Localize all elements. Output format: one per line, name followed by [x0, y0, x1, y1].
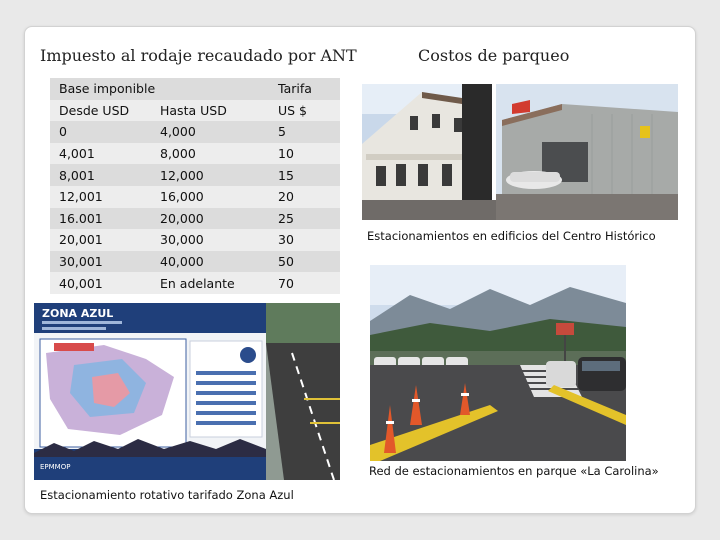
zona-azul-caption: Estacionamiento rotativo tarifado Zona Azul — [40, 488, 294, 502]
cell-desde: 8,001 — [50, 164, 151, 186]
subheader-tarifa: US $ — [269, 100, 340, 122]
header-base: Base imponible — [50, 78, 269, 100]
cell-tarifa: 25 — [269, 208, 340, 230]
cell-hasta: 12,000 — [151, 164, 269, 186]
cell-desde: 40,001 — [50, 272, 151, 294]
cell-hasta: 40,000 — [151, 251, 269, 273]
cell-tarifa: 10 — [269, 143, 340, 165]
table-row — [50, 143, 340, 165]
title-right: Costos de parqueo — [418, 46, 570, 65]
poster-title: ZONA AZUL — [42, 307, 114, 320]
cell-tarifa: 30 — [269, 229, 340, 251]
historic-parking-photo — [362, 84, 678, 220]
historic-caption: Estacionamientos en edificios del Centro Histórico — [367, 229, 656, 243]
historic-building-illustration — [362, 84, 678, 220]
table-row — [50, 164, 340, 186]
cell-hasta: 8,000 — [151, 143, 269, 165]
cell-hasta: 4,000 — [151, 121, 269, 143]
cell-hasta: 30,000 — [151, 229, 269, 251]
zona-azul-illustration — [34, 303, 340, 480]
carolina-parking-illustration — [370, 265, 626, 461]
poster-brand: EPMMOP — [40, 463, 71, 471]
cell-tarifa: 20 — [269, 186, 340, 208]
table-row — [50, 186, 340, 208]
table-header-row — [50, 78, 340, 100]
table-row — [50, 251, 340, 273]
cell-desde: 20,001 — [50, 229, 151, 251]
subheader-desde: Desde USD — [50, 100, 151, 122]
header-tarifa: Tarifa — [269, 78, 340, 100]
cell-hasta: 16,000 — [151, 186, 269, 208]
table-subheader-row — [50, 100, 340, 122]
cell-tarifa: 50 — [269, 251, 340, 273]
cell-hasta: En adelante — [151, 272, 269, 294]
table-row — [50, 121, 340, 143]
subheader-hasta: Hasta USD — [151, 100, 269, 122]
zona-azul-photo — [34, 303, 340, 480]
cell-tarifa: 70 — [269, 272, 340, 294]
tax-table — [50, 78, 340, 294]
cell-hasta: 20,000 — [151, 208, 269, 230]
carolina-caption: Red de estacionamientos en parque «La Carolina» — [369, 464, 659, 478]
cell-desde: 12,001 — [50, 186, 151, 208]
cell-tarifa: 5 — [269, 121, 340, 143]
cell-tarifa: 15 — [269, 164, 340, 186]
carolina-parking-photo — [370, 265, 626, 461]
title-left: Impuesto al rodaje recaudado por ANT — [40, 46, 357, 65]
table-row — [50, 272, 340, 294]
cell-desde: 30,001 — [50, 251, 151, 273]
table-row — [50, 229, 340, 251]
cell-desde: 16.001 — [50, 208, 151, 230]
cell-desde: 0 — [50, 121, 151, 143]
cell-desde: 4,001 — [50, 143, 151, 165]
table-row — [50, 208, 340, 230]
